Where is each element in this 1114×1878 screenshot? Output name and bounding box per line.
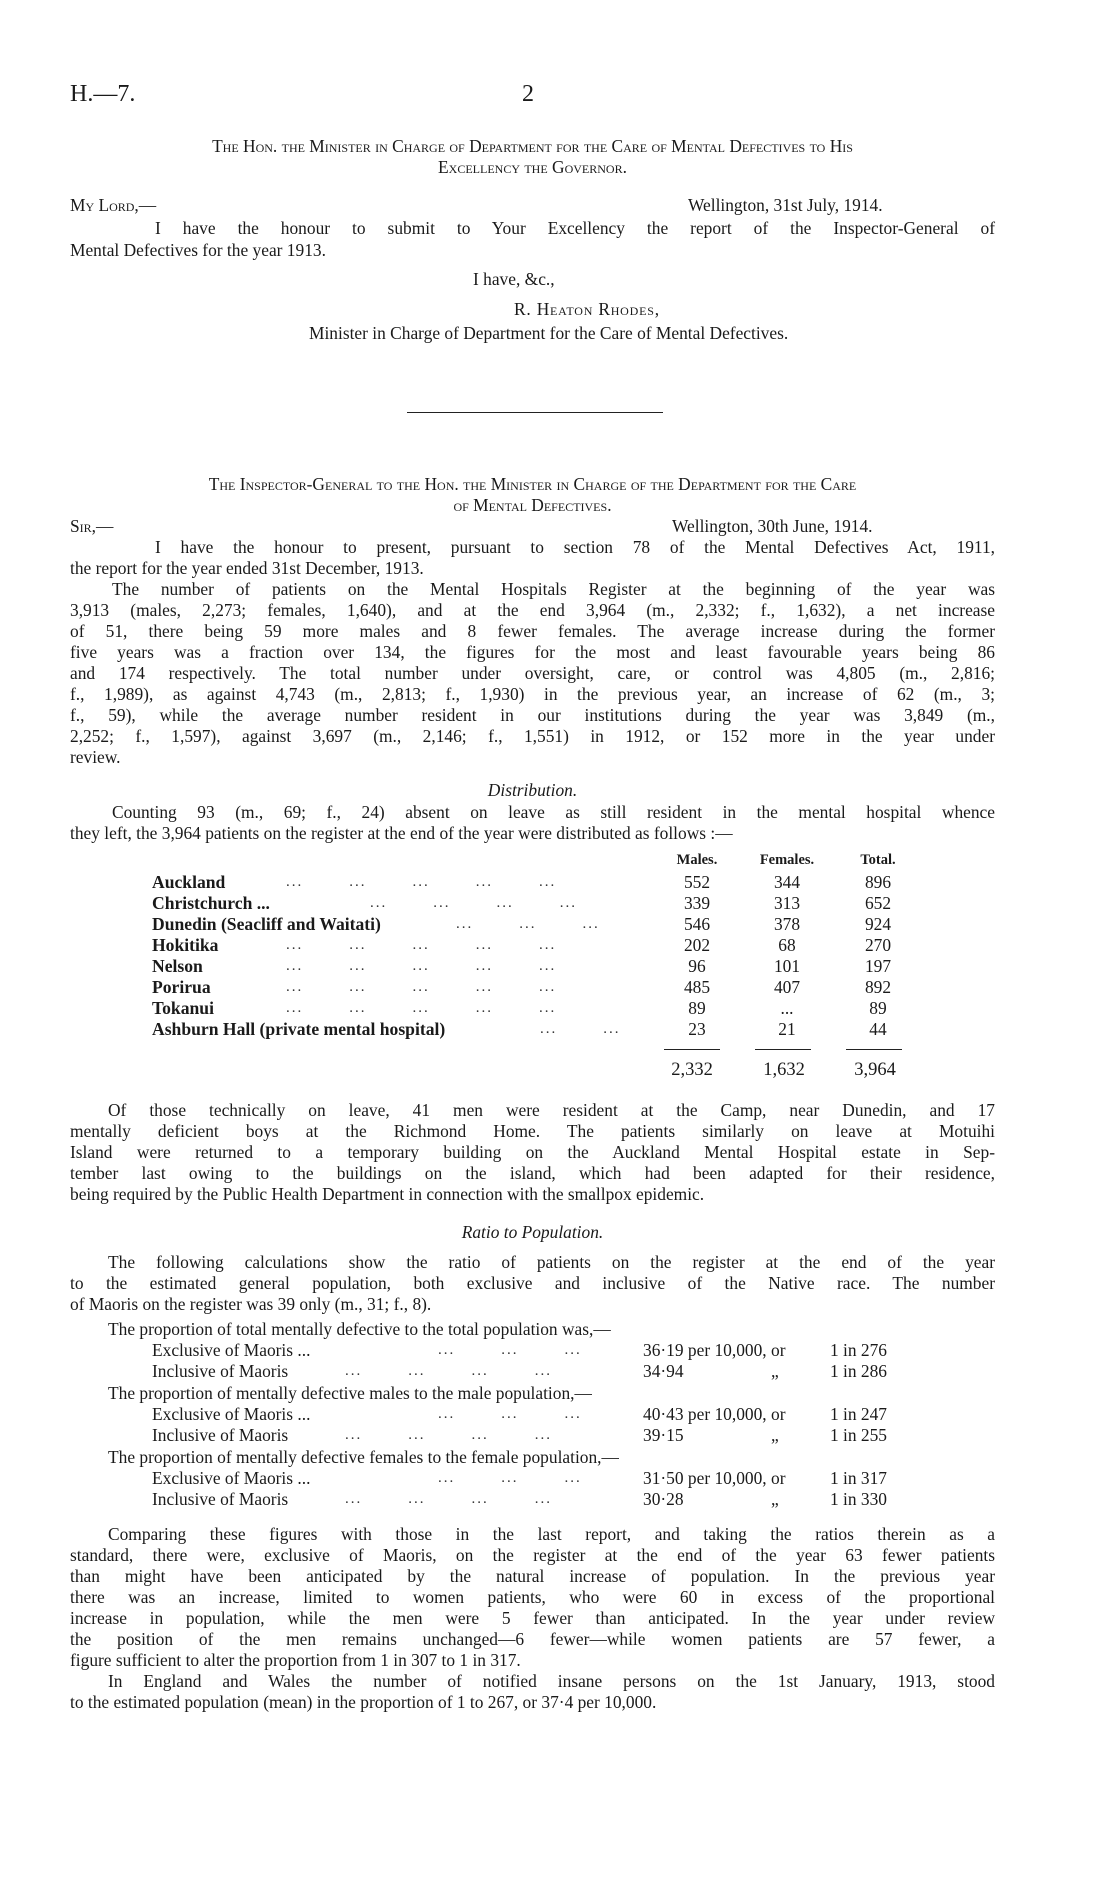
leader-dots: ... ... ... (438, 1406, 582, 1422)
paragraph-line: The number of patients on the Mental Hospitals Register at the beginning of the year was (112, 579, 995, 599)
ratio-row-label: Exclusive of Maoris ... (152, 1468, 311, 1488)
paragraph-line: The following calculations show the ratio of patients on the register at the end of the year (108, 1252, 995, 1272)
cell-males: 202 (683, 935, 711, 955)
leader-dots: ... ... ... ... (345, 1363, 552, 1379)
paragraph-line: Of those technically on leave, 41 men were resident at the Camp, near Dunedin, and 17 (108, 1100, 995, 1120)
letter1-salutation: My Lord,— (70, 195, 157, 215)
cell-females: ... (780, 998, 794, 1018)
leader-dots: ... ... ... (456, 916, 600, 932)
ditto-mark: „ (771, 1489, 779, 1509)
paragraph-line: 2,252; f., 1,597), against 3,697 (m., 2,146; f., 1,551) in 1912, or 152 more in the year under (70, 726, 995, 746)
ratio-row-label: Inclusive of Maoris (152, 1425, 289, 1445)
letter2-heading-line1: The Inspector-General to the Hon. the Minister in Charge of the Department for the Care (208, 474, 857, 494)
ratio-one-in: 1 in 276 (830, 1340, 888, 1360)
ratio-one-in: 1 in 286 (830, 1361, 888, 1381)
ditto-mark: „ (771, 1425, 779, 1445)
letter1-heading-line2: Excellency the Governor. (438, 157, 627, 177)
distribution-heading (70, 780, 995, 801)
paragraph-line: figure sufficient to alter the proportion from 1 in 307 to 1 in 317. (70, 1650, 521, 1670)
paragraph-line: review. (70, 747, 121, 767)
ratio-one-in: 1 in 255 (830, 1425, 888, 1445)
hospital-name: Dunedin (Seacliff and Waitati) (152, 914, 381, 934)
paragraph-line: they left, the 3,964 patients on the register at the end of the year were distributed as follows :— (70, 823, 733, 843)
paragraph-line: being required by the Public Health Department in connection with the smallpox epidemic. (70, 1184, 705, 1204)
cell-males: 89 (688, 998, 706, 1018)
letter1-closing: I have, &c., (473, 269, 555, 289)
leader-dots: ... ... ... ... ... (286, 874, 557, 890)
cell-females: 407 (773, 977, 801, 997)
ratio-group-title: The proportion of mentally defective females to the female population,— (108, 1447, 619, 1467)
totals-rule-total (846, 1049, 902, 1050)
letter1-signature: R. Heaton Rhodes, (514, 299, 660, 319)
ratio-value: 40·43 per 10,000, or (643, 1404, 786, 1424)
paragraph-register-numbers (70, 579, 995, 768)
cell-males: 546 (683, 914, 711, 934)
hospital-name: Ashburn Hall (private mental hospital) (152, 1019, 446, 1039)
paragraph-line: and 174 respectively. The total number under oversight, care, or control was 4,805 (m., 2,816; (70, 663, 995, 683)
leader-dots: ... ... ... ... (345, 1427, 552, 1443)
leader-dots: ... ... ... (438, 1470, 582, 1486)
leader-dots: ... ... ... ... ... (286, 937, 557, 953)
cell-total: 89 (869, 998, 887, 1018)
paragraph-line: increase in population, while the men were 5 fewer than anticipated. In the year under review (70, 1608, 995, 1628)
paragraph-line: Counting 93 (m., 69; f., 24) absent on leave as still resident in the mental hospital whence (112, 802, 995, 822)
column-header-total: Total. (860, 852, 896, 868)
cell-males: 339 (683, 893, 711, 913)
ratio-value: 31·50 per 10,000, or (643, 1468, 786, 1488)
cell-total: 924 (864, 914, 892, 934)
cell-females: 21 (778, 1019, 796, 1039)
ratio-group-title: The proportion of total mentally defective to the total population was,— (108, 1319, 611, 1339)
total-males: 2,332 (671, 1060, 713, 1080)
ratio-group-title: The proportion of mentally defective males to the male population,— (108, 1383, 592, 1403)
paragraph-line: the report for the year ended 31st December, 1913. (70, 558, 424, 578)
paragraph-line: In England and Wales the number of notified insane persons on the 1st January, 1913, stood (108, 1671, 995, 1691)
letter2-salutation: Sir,— (70, 516, 114, 536)
page-number: 2 (522, 81, 534, 107)
totals-rule-males (664, 1049, 720, 1050)
cell-total: 270 (864, 935, 892, 955)
ratio-one-in: 1 in 330 (830, 1489, 888, 1509)
paragraph-line: 3,913 (males, 2,273; females, 1,640), and at the end 3,964 (m., 2,332; f., 1,632), a net increase (70, 600, 995, 620)
ditto-mark: „ (771, 1361, 779, 1381)
paragraph-line: than might have been anticipated by the natural increase of population. In the previous year (70, 1566, 995, 1586)
leader-dots: ... ... ... (438, 1342, 582, 1358)
hospital-name: Hokitika (152, 935, 219, 955)
ratio-row-label: Inclusive of Maoris (152, 1489, 289, 1509)
cell-females: 378 (773, 914, 801, 934)
cell-females: 101 (773, 956, 801, 976)
paragraph-line: of 51, there being 59 more males and 8 fewer females. The average increase during the former (70, 621, 995, 641)
hospital-name: Tokanui (152, 998, 214, 1018)
paragraph-line: five years was a fraction over 134, the figures for the most and least favourable years being 86 (70, 642, 995, 662)
ratio-value: 34·94 (643, 1361, 684, 1381)
ratio-one-in: 1 in 247 (830, 1404, 888, 1424)
ratio-value: 39·15 (643, 1425, 684, 1445)
hospital-name: Christchurch ... (152, 893, 270, 913)
cell-total: 652 (864, 893, 892, 913)
letter2-heading-line2: of Mental Defectives. (453, 495, 612, 515)
ratio-intro (70, 1252, 995, 1315)
distribution-heading-text: Distribution. (487, 780, 578, 800)
paragraph-line: Comparing these figures with those in the last report, and taking the ratios therein as a (108, 1524, 995, 1544)
paragraph-england-wales (70, 1671, 995, 1713)
paragraph-line: mentally deficient boys at the Richmond Home. The patients similarly on leave at Motuihi (70, 1121, 995, 1141)
letter1-heading-line1: The Hon. the Minister in Charge of Department for the Care of Mental Defectives to His (212, 136, 853, 156)
hospital-name: Auckland (152, 872, 226, 892)
leader-dots: ... ... ... ... (345, 1491, 552, 1507)
paragraph-line: f., 1,989), as against 4,743 (m., 2,813; f., 1,930) in the previous year, an increase of 62 (m., 3; (70, 684, 995, 704)
letter1-body-line2: Mental Defectives for the year 1913. (70, 240, 326, 260)
total-females: 1,632 (763, 1060, 805, 1080)
section-divider (407, 412, 663, 413)
ratio-row-label: Inclusive of Maoris (152, 1361, 289, 1381)
cell-males: 485 (683, 977, 711, 997)
leader-dots: ... ... ... ... ... (286, 958, 557, 974)
ratio-value: 30·28 (643, 1489, 684, 1509)
leader-dots: ... ... ... ... ... (286, 979, 557, 995)
hospital-name: Nelson (152, 956, 203, 976)
ratio-one-in: 1 in 317 (830, 1468, 888, 1488)
report-reference: H.—7. (70, 81, 136, 107)
paragraph-line: standard, there were, exclusive of Maoris, on the register at the end of the year 63 fewer patients (70, 1545, 995, 1565)
cell-males: 96 (688, 956, 706, 976)
leader-dots: ... ... ... ... ... (286, 1000, 557, 1016)
paragraph-line: there was an increase, limited to women patients, who were 60 in excess of the proportional (70, 1587, 995, 1607)
column-header-females: Females. (759, 852, 815, 868)
cell-total: 896 (864, 872, 892, 892)
totals-rule-females (755, 1049, 811, 1050)
paragraph-leave-patients (70, 1100, 995, 1205)
ratio-value: 36·19 per 10,000, or (643, 1340, 786, 1360)
cell-total: 44 (869, 1019, 887, 1039)
ratio-heading (70, 1222, 995, 1243)
paragraph-line: I have the honour to present, pursuant to section 78 of the Mental Defectives Act, 1911, (155, 537, 995, 557)
paragraph-line: the position of the men remains unchanged—6 fewer—while women patients are 57 fewer, a (70, 1629, 995, 1649)
letter1-signatory-title: Minister in Charge of Department for the Care of Mental Defectives. (309, 323, 789, 343)
total-total: 3,964 (854, 1060, 896, 1080)
leader-dots: ... ... (540, 1021, 621, 1037)
paragraph-line: Island were returned to a temporary building on the Auckland Mental Hospital estate in Sep- (70, 1142, 995, 1162)
ratio-heading-text: Ratio to Population. (461, 1222, 604, 1242)
letter2-place-date: Wellington, 30th June, 1914. (672, 516, 873, 536)
letter1-body-line1: I have the honour to submit to Your Excellency the report of the Inspector-General of (155, 218, 995, 238)
cell-males: 23 (688, 1019, 706, 1039)
leader-dots: ... ... ... ... (370, 895, 577, 911)
ratio-row-label: Exclusive of Maoris ... (152, 1404, 311, 1424)
paragraph-line: of Maoris on the register was 39 only (m., 31; f., 8). (70, 1294, 432, 1314)
paragraph-report-intro (70, 537, 995, 579)
paragraph-comparison (70, 1524, 995, 1671)
ratio-row-label: Exclusive of Maoris ... (152, 1340, 311, 1360)
cell-total: 197 (864, 956, 892, 976)
cell-females: 68 (778, 935, 796, 955)
column-header-males: Males. (676, 852, 718, 868)
cell-males: 552 (683, 872, 711, 892)
paragraph-line: to the estimated general population, both exclusive and inclusive of the Native race. The number (70, 1273, 995, 1293)
paragraph-line: f., 59), while the average number resident in our institutions during the year was 3,849 (m., (70, 705, 995, 725)
paragraph-line: to the estimated population (mean) in the proportion of 1 to 267, or 37·4 per 10,000. (70, 1692, 657, 1712)
hospital-name: Porirua (152, 977, 211, 997)
letter1-place-date: Wellington, 31st July, 1914. (688, 195, 883, 215)
cell-females: 313 (773, 893, 801, 913)
cell-females: 344 (773, 872, 801, 892)
paragraph-line: tember last owing to the buildings on the island, which had been adapted for their residence, (70, 1163, 995, 1183)
distribution-intro (70, 802, 995, 844)
cell-total: 892 (864, 977, 892, 997)
